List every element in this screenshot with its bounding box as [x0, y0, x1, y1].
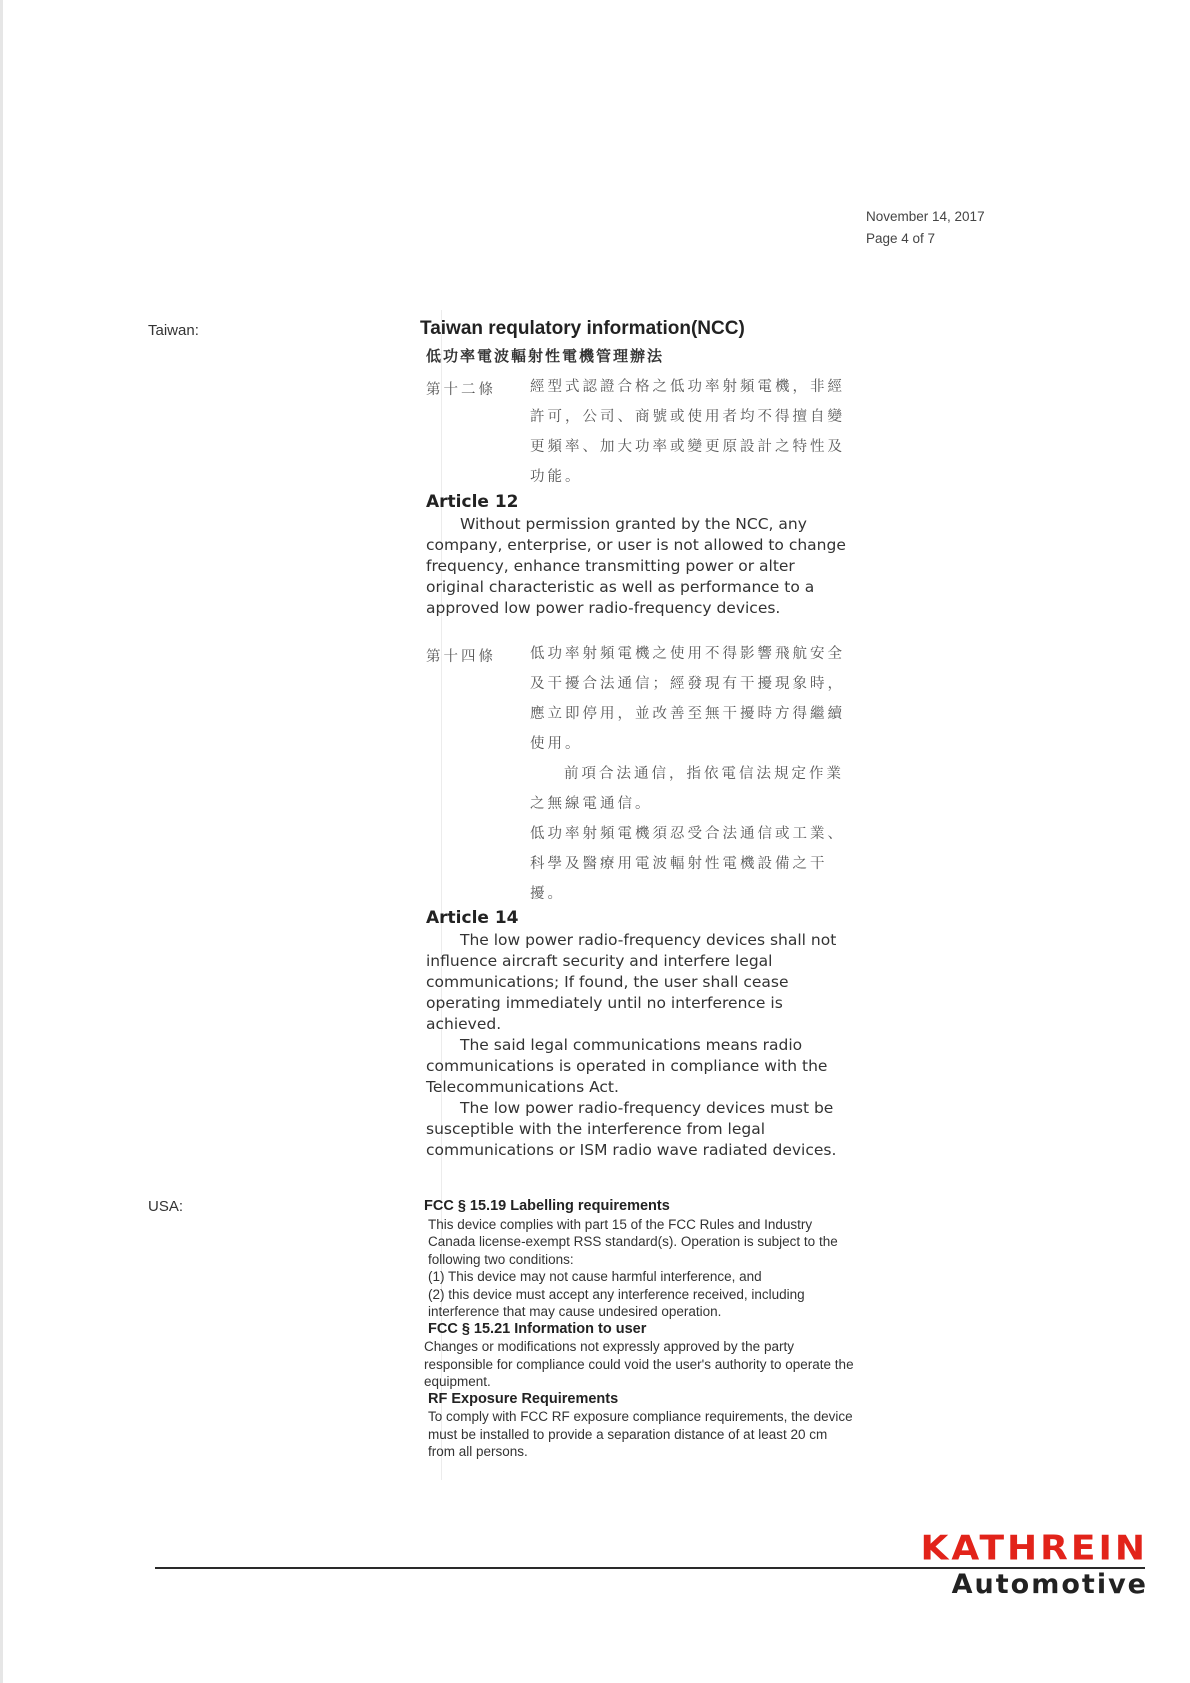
article12-zh-line: 更頻率、加大功率或變更原設計之特性及 — [530, 439, 845, 455]
usa-fcc-block — [424, 1198, 854, 1461]
zh-law-title: 低功率電波輻射性電機管理辦法 — [426, 347, 665, 365]
section-label-usa: USA: — [148, 1198, 184, 1215]
header-date: November 14, 2017 — [866, 209, 985, 224]
fcc-15-19-heading: FCC § 15.19 Labelling requirements — [424, 1198, 670, 1214]
rf-exposure-heading: RF Exposure Requirements — [428, 1390, 619, 1407]
article14-heading: Article 14 — [426, 908, 519, 928]
article12-zh-line: 功能。 — [530, 469, 583, 485]
taiwan-ncc-title: Taiwan requlatory information(NCC) — [420, 318, 745, 339]
article14-zh-line: 科學及醫療用電波輻射性電機設備之干 — [530, 856, 828, 872]
page-header — [866, 206, 985, 250]
article14-zh-line: 低功率射頻電機須忍受合法通信或工業、 — [530, 826, 845, 842]
fcc-condition-2: (2) this device must accept any interference received, including interference that may cause undesired operation. — [428, 1286, 805, 1319]
article14-en-paragraph: The low power radio-frequency devices shall not influence aircraft security and interfere legal communications; If found, the user shall cease operating immediately until no interference is achieved. — [426, 931, 837, 1033]
article14-en-paragraph: The said legal communications means radio communications is operated in compliance with the Telecommunications Act. — [426, 1036, 828, 1096]
section-label-taiwan: Taiwan: — [148, 322, 199, 339]
article12-heading: Article 12 — [426, 492, 519, 512]
article14-zh-line: 使用。 — [530, 736, 583, 752]
article14-zh-number: 第十四條 — [426, 649, 496, 665]
article12-zh-line: 許可，公司、商號或使用者均不得擅自變 — [530, 409, 845, 425]
article14-zh-line: 前項合法通信，指依電信法規定作業 — [564, 766, 844, 782]
article12-zh-text — [530, 372, 850, 492]
article12-en-text — [426, 514, 856, 619]
logo-sub-text: Automotive — [951, 1569, 1148, 1600]
article14-zh-line: 應立即停用，並改善至無干擾時方得繼續 — [530, 706, 845, 722]
page-edge — [0, 0, 3, 1683]
article12-zh-line: 經型式認證合格之低功率射頻電機，非經 — [530, 379, 845, 395]
article14-zh-line: 低功率射頻電機之使用不得影響飛航安全 — [530, 646, 845, 662]
fcc-15-21-heading: FCC § 15.21 Information to user — [428, 1320, 647, 1337]
article14-zh-line: 之無線電通信。 — [530, 796, 653, 812]
article14-en-paragraph: The low power radio-frequency devices must be susceptible with the interference from legal communications or ISM radio wave radiated devices. — [426, 1099, 837, 1159]
article14-en-text — [426, 930, 856, 1161]
header-page-number: Page 4 of 7 — [866, 231, 936, 246]
article14-zh-line: 及干擾合法通信；經發現有干擾現象時， — [530, 676, 845, 692]
rf-exposure-text: To comply with FCC RF exposure compliance requirements, the device must be installed to provide a separation distance of at least 20 cm from all persons. — [428, 1409, 853, 1459]
logo-brand-text: KATHREIN — [920, 1529, 1148, 1568]
article14-zh-text — [530, 639, 850, 909]
article12-zh-number: 第十二條 — [426, 382, 496, 398]
article14-zh-line: 擾。 — [530, 886, 565, 902]
fcc-15-21-text: Changes or modifications not expressly approved by the party responsible for compliance could void the user's authority to operate the equipment. — [424, 1339, 854, 1389]
article12-en-paragraph: Without permission granted by the NCC, any company, enterprise, or user is not allowed to change frequency, enhance transmitting power or alter original characteristic as well as performance to a approved low power radio-frequency devices. — [426, 515, 846, 617]
kathrein-logo — [868, 1530, 1148, 1602]
fcc-condition-1: (1) This device may not cause harmful interference, and — [428, 1269, 762, 1284]
fcc-15-19-text: This device complies with part 15 of the FCC Rules and Industry Canada license-exempt RSS standard(s). Operation is subject to the following two conditions: — [428, 1216, 838, 1267]
